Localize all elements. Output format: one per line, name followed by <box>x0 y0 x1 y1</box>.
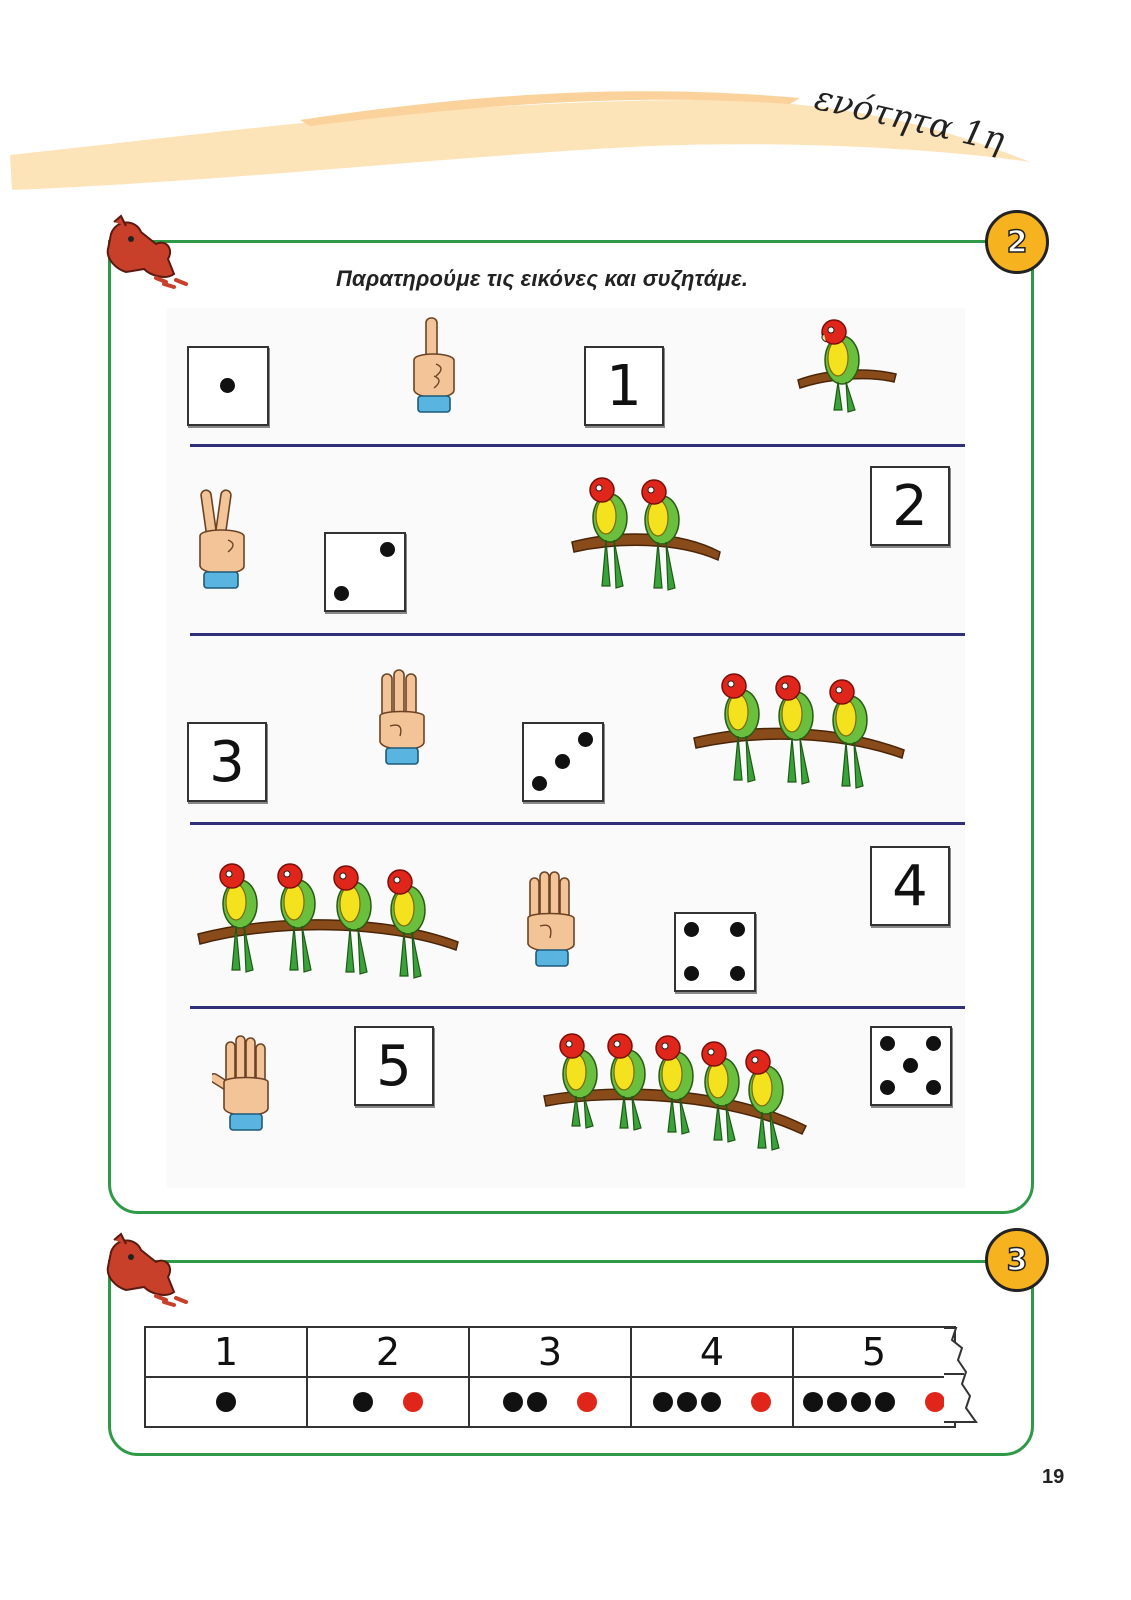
column-label: 4 <box>631 1327 793 1377</box>
black-dot <box>527 1392 547 1412</box>
dot-cell <box>793 1377 955 1427</box>
instruction-text: Παρατηρούμε τις εικόνες και συζητάμε. <box>336 266 749 291</box>
parrot-on-branch-icon <box>568 470 728 600</box>
page-number: 19 <box>1042 1466 1065 1488</box>
black-dot <box>701 1392 721 1412</box>
numeral-box: 4 <box>870 846 950 926</box>
black-dot <box>875 1392 895 1412</box>
parrot-on-branch-icon <box>690 668 910 798</box>
numeral-box: 1 <box>584 346 664 426</box>
die-face-icon <box>674 912 756 992</box>
red-dot <box>925 1392 945 1412</box>
column-label: 2 <box>307 1327 469 1377</box>
numeral-box: 3 <box>187 722 267 802</box>
row-separator <box>190 822 965 825</box>
black-dot <box>851 1392 871 1412</box>
column-label: 5 <box>793 1327 955 1377</box>
die-face-icon <box>870 1026 952 1106</box>
row-separator <box>190 444 965 447</box>
row-separator <box>190 1006 965 1009</box>
black-dot <box>677 1392 697 1412</box>
counting-hand-icon <box>192 486 254 598</box>
black-dot <box>353 1392 373 1412</box>
column-label: 3 <box>469 1327 631 1377</box>
dot-cell <box>469 1377 631 1427</box>
parrot-on-branch-icon <box>540 1028 812 1168</box>
parrot-on-branch-icon <box>194 858 464 998</box>
die-face-icon <box>324 532 406 612</box>
unit-title: ενότητα 1η <box>811 78 1009 161</box>
counting-hand-icon <box>212 1034 274 1138</box>
counting-table <box>144 1326 956 1428</box>
dot-cell <box>145 1377 307 1427</box>
red-dot <box>403 1392 423 1412</box>
die-face-icon <box>522 722 604 802</box>
exercise-3-badge: 3 <box>985 1228 1049 1292</box>
column-label: 1 <box>145 1327 307 1377</box>
exercise-2-badge: 2 <box>985 210 1049 274</box>
red-dot <box>577 1392 597 1412</box>
black-dot <box>653 1392 673 1412</box>
black-dot <box>803 1392 823 1412</box>
counting-hand-icon <box>404 314 464 418</box>
black-dot <box>827 1392 847 1412</box>
red-dot <box>751 1392 771 1412</box>
black-dot <box>503 1392 523 1412</box>
counting-hand-icon <box>376 668 432 774</box>
dog-mascot-icon <box>96 1232 196 1314</box>
dot-cell <box>631 1377 793 1427</box>
numeral-box: 2 <box>870 466 950 546</box>
row-separator <box>190 633 965 636</box>
dog-mascot-icon <box>96 214 196 296</box>
counting-hand-icon <box>526 870 582 974</box>
die-face-icon <box>187 346 269 426</box>
parrot-on-branch-icon <box>790 310 902 422</box>
black-dot <box>216 1392 236 1412</box>
torn-edge <box>944 1326 984 1426</box>
numeral-box: 5 <box>354 1026 434 1106</box>
dot-cell <box>307 1377 469 1427</box>
